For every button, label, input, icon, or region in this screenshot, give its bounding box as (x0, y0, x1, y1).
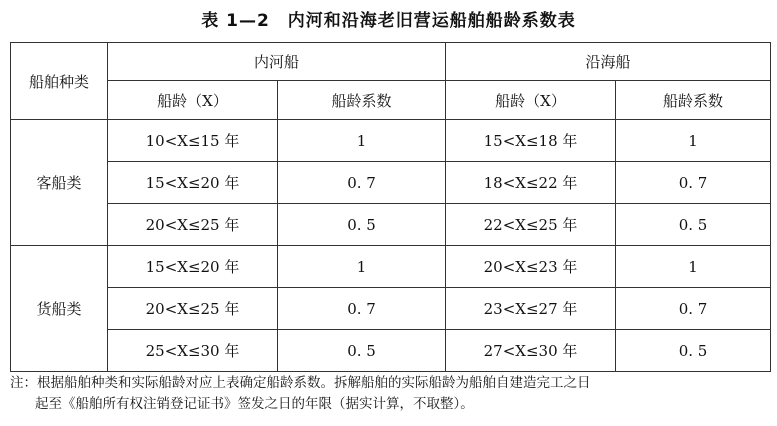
table-title: 表 1—2 内河和沿海老旧营运船舶船龄系数表 (201, 11, 576, 31)
inland-age-cell: 25<X≤30 年 (108, 330, 278, 372)
coastal-coef-cell: 1 (616, 246, 771, 288)
note-line-1: 注：根据船舶种类和实际船龄对应上表确定船龄系数。拆解船舶的实际船龄为船舶自建造完工之日 (10, 375, 591, 391)
coastal-age-cell: 22<X≤25 年 (446, 204, 616, 246)
group-passenger: 客船类 (11, 120, 108, 246)
table-row (11, 330, 771, 372)
inland-coef-cell: 0. 7 (278, 288, 446, 330)
inland-coef-cell: 0. 7 (278, 162, 446, 204)
header-coastal-coef: 船龄系数 (616, 81, 771, 120)
header-coastal-age: 船龄（X） (446, 81, 616, 120)
inland-age-cell: 15<X≤20 年 (108, 162, 278, 204)
table-row (11, 204, 771, 246)
coastal-age-cell: 15<X≤18 年 (446, 120, 616, 162)
header-coastal: 沿海船 (446, 43, 771, 81)
group-cargo: 货船类 (11, 246, 108, 372)
coastal-age-cell: 27<X≤30 年 (446, 330, 616, 372)
table-row (11, 162, 771, 204)
inland-coef-cell: 0. 5 (278, 204, 446, 246)
header-row-1 (11, 43, 771, 81)
coastal-coef-cell: 1 (616, 120, 771, 162)
table-note (10, 373, 775, 415)
table-row (11, 288, 771, 330)
inland-age-cell: 20<X≤25 年 (108, 288, 278, 330)
header-inland-coef: 船龄系数 (278, 81, 446, 120)
inland-age-cell: 20<X≤25 年 (108, 204, 278, 246)
table-row (11, 246, 771, 288)
coastal-age-cell: 20<X≤23 年 (446, 246, 616, 288)
inland-age-cell: 10<X≤15 年 (108, 120, 278, 162)
inland-coef-cell: 1 (278, 246, 446, 288)
coastal-age-cell: 18<X≤22 年 (446, 162, 616, 204)
header-inland-age: 船龄（X） (108, 81, 278, 120)
ship-age-coefficient-table (10, 42, 771, 372)
coastal-coef-cell: 0. 7 (616, 162, 771, 204)
note-line-2: 起至《船舶所有权注销登记证书》签发之日的年限（据实计算，不取整）。 (35, 396, 474, 412)
inland-coef-cell: 0. 5 (278, 330, 446, 372)
coastal-coef-cell: 0. 5 (616, 330, 771, 372)
header-ship-type: 船舶种类 (11, 43, 108, 120)
coastal-coef-cell: 0. 7 (616, 288, 771, 330)
inland-age-cell: 15<X≤20 年 (108, 246, 278, 288)
coastal-coef-cell: 0. 5 (616, 204, 771, 246)
header-inland: 内河船 (108, 43, 446, 81)
inland-coef-cell: 1 (278, 120, 446, 162)
table-row (11, 120, 771, 162)
coastal-age-cell: 23<X≤27 年 (446, 288, 616, 330)
header-row-2 (11, 81, 771, 120)
